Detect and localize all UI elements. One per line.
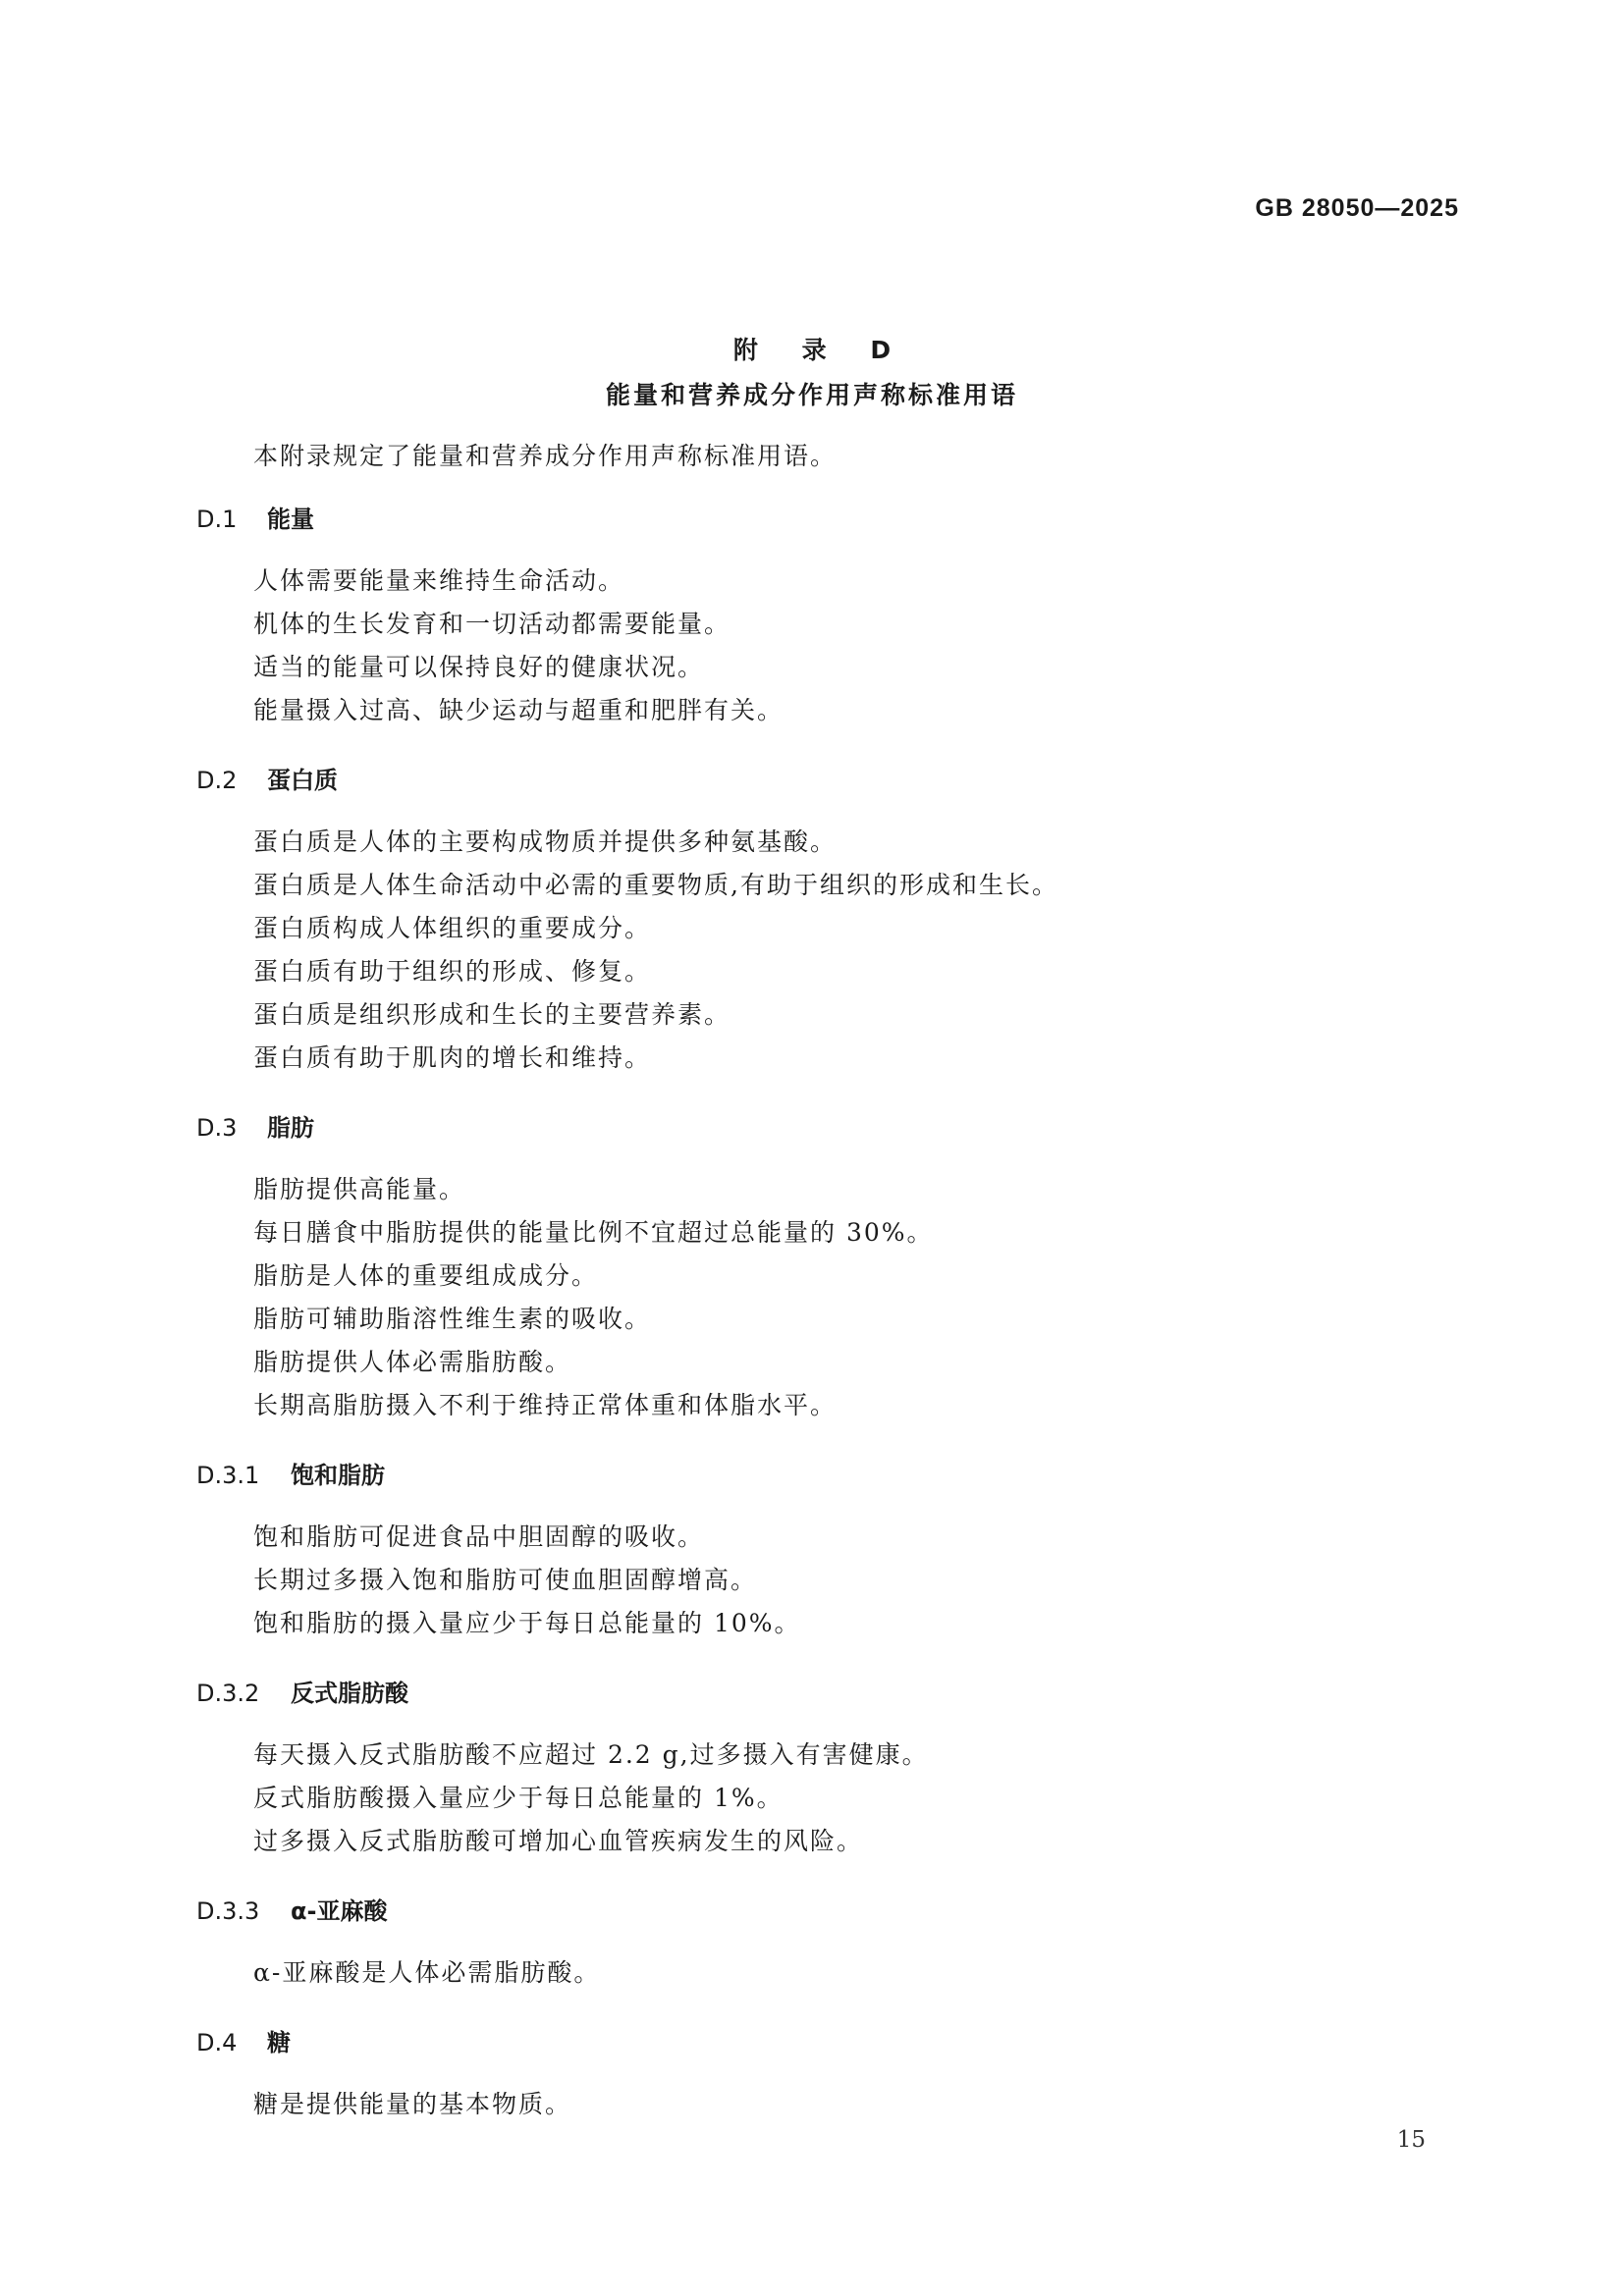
statement-line: 机体的生长发育和一切活动都需要能量。: [253, 610, 731, 638]
section-number: D.3: [196, 1114, 238, 1142]
section-d3-2: [196, 1679, 1463, 1863]
statement-line: 长期高脂肪摄入不利于维持正常体重和体脂水平。: [253, 1391, 838, 1419]
section-number: D.2: [196, 767, 238, 794]
section-heading: [196, 1679, 1463, 1708]
statement-line: 蛋白质有助于肌肉的增长和维持。: [253, 1043, 652, 1072]
statement-line: 糖是提供能量的基本物质。: [253, 2090, 572, 2118]
section-d2: [196, 766, 1463, 1080]
statement-line: 脂肪可辅助脂溶性维生素的吸收。: [253, 1305, 652, 1333]
section-title: α-亚麻酸: [291, 1897, 388, 1925]
statement-line: 脂肪提供高能量。: [253, 1175, 466, 1203]
section-heading: [196, 505, 1463, 534]
section-heading: [196, 1896, 1463, 1926]
appendix-label: 附 录 D: [732, 336, 909, 364]
statement-line: 人体需要能量来维持生命活动。: [253, 566, 625, 595]
statement-line: 能量摄入过高、缺少运动与超重和肥胖有关。: [253, 696, 785, 724]
statement-line: 蛋白质是人体生命活动中必需的重要物质,有助于组织的形成和生长。: [253, 871, 1058, 899]
section-number: D.1: [196, 506, 238, 533]
section-heading: [196, 1113, 1463, 1143]
statement-line: 蛋白质是组织形成和生长的主要营养素。: [253, 1000, 731, 1029]
section-d1: [196, 505, 1463, 732]
statement-line: 蛋白质是人体的主要构成物质并提供多种氨基酸。: [253, 828, 838, 856]
statement-line: 过多摄入反式脂肪酸可增加心血管疾病发生的风险。: [253, 1827, 864, 1855]
section-title: 蛋白质: [267, 767, 338, 794]
section-number: D.4: [196, 2029, 238, 2056]
statement-line: 每日膳食中脂肪提供的能量比例不宜超过总能量的 30%。: [253, 1218, 934, 1247]
statement-line: 饱和脂肪可促进食品中胆固醇的吸收。: [253, 1522, 705, 1551]
section-d3-1: [196, 1461, 1463, 1645]
statement-line: α-亚麻酸是人体必需脂肪酸。: [253, 1958, 601, 1987]
statement-line: 每天摄入反式脂肪酸不应超过 2.2 g,过多摄入有害健康。: [253, 1740, 929, 1769]
section-d4: [196, 2028, 1463, 2126]
section-d3: [196, 1113, 1463, 1427]
section-title: 糖: [267, 2029, 291, 2056]
statement-line: 饱和脂肪的摄入量应少于每日总能量的 10%。: [253, 1609, 801, 1637]
section-title: 能量: [267, 506, 314, 533]
appendix-title: 能量和营养成分作用声称标准用语: [605, 381, 1018, 409]
section-title: 反式脂肪酸: [291, 1680, 408, 1707]
statement-line: 蛋白质构成人体组织的重要成分。: [253, 914, 652, 942]
section-number: D.3.3: [196, 1897, 260, 1925]
section-title: 饱和脂肪: [291, 1462, 385, 1489]
statement-line: 反式脂肪酸摄入量应少于每日总能量的 1%。: [253, 1784, 784, 1812]
intro-paragraph: 本附录规定了能量和营养成分作用声称标准用语。: [253, 442, 838, 470]
statement-line: 脂肪是人体的重要组成成分。: [253, 1261, 599, 1290]
section-d3-3: [196, 1896, 1463, 1995]
statement-line: 长期过多摄入饱和脂肪可使血胆固醇增高。: [253, 1566, 758, 1594]
section-title: 脂肪: [267, 1114, 314, 1142]
standard-code: GB 28050—2025: [1255, 194, 1459, 222]
statement-line: 蛋白质有助于组织的形成、修复。: [253, 957, 652, 986]
section-heading: [196, 766, 1463, 795]
section-heading: [196, 1461, 1463, 1490]
page-number: 15: [1396, 2127, 1426, 2153]
section-heading: [196, 2028, 1463, 2057]
statement-line: 适当的能量可以保持良好的健康状况。: [253, 653, 705, 681]
section-number: D.3.1: [196, 1462, 260, 1489]
document-body: [196, 442, 1463, 2160]
statement-line: 脂肪提供人体必需脂肪酸。: [253, 1348, 572, 1376]
section-number: D.3.2: [196, 1680, 260, 1707]
